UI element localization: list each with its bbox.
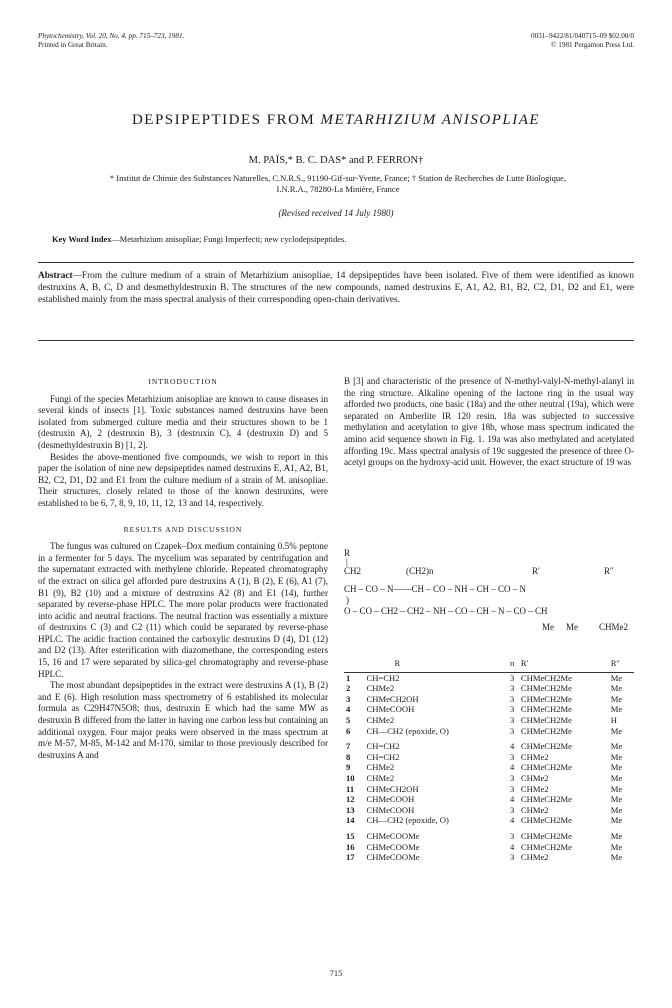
r-prime: CHMeCH2Me <box>520 841 572 852</box>
abstract <box>38 270 634 307</box>
r-double-prime: Me <box>610 704 623 715</box>
affiliation-line-1: * Institut de Chimie des Substances Naturelles, C.N.R.S., 91190-Gif-sur-Yvette, France; † Station de Recherches de Lutte Biologique, <box>109 173 567 183</box>
r-prime: CHMeCH2Me <box>520 794 572 805</box>
r-prime: CHMeCH2Me <box>520 725 572 736</box>
compound-number: 12 <box>346 794 355 805</box>
n-value: 3 <box>509 704 515 715</box>
r-group: CHMe2 <box>366 772 395 783</box>
left-column <box>38 376 328 761</box>
abstract-text: —From the culture medium of a strain of Metarhizium anisopliae, 14 depsipeptides have been isolated. Five of them were identified as known destruxins A, B, C, D and desmethyldestruxin B. The structures of the new compounds, named destruxins E, A1, A2, B1, B2, C2, D1, D2 and E1, were established mainly from the mass spectral analysis of their corresponding open-chain derivatives. <box>38 271 634 306</box>
structure-ch2: CH2 <box>344 566 362 576</box>
r-prime: CHMeCH2Me <box>520 815 572 826</box>
r-prime: CHMe2 <box>520 783 549 794</box>
r-double-prime: Me <box>610 725 623 736</box>
compound-number: 15 <box>346 830 355 841</box>
paper-title: DEPSIPEPTIDES FROM METARHIZIUM ANISOPLIAE <box>131 112 541 128</box>
table-header-r-double-prime: R″ <box>609 658 634 672</box>
intro-paragraph-1: Fungi of the species Metarhizium anisopliae are known to cause diseases in several kinds of insects [1]. Toxic substances named destruxins have been isolated from submerged culture media and their structures shown to be 1 (destruxin A), 2 (destruxin B), 3 (destruxin C), 4 (destruxin D) and 5 (desmethyldestruxin B) [1, 2]. <box>38 393 328 450</box>
r-double-prime: Me <box>610 751 623 762</box>
journal-line-2: Printed in Great Britain. <box>38 41 108 49</box>
table-row <box>344 672 634 683</box>
table-row <box>344 852 634 863</box>
compound-number: 13 <box>346 804 355 815</box>
affiliations <box>40 173 636 195</box>
structure-me-1: Me <box>542 622 554 632</box>
abstract-top-rule <box>38 262 634 263</box>
r-prime: CHMeCH2Me <box>520 704 572 715</box>
r-double-prime: Me <box>610 672 623 683</box>
results-paragraph-2: The most abundant depsipeptides in the extract were destruxins A (1), B (2) and E (6). High resolution mass spectrometry of 6 established its molecular formula as C29H47N5O8; thus, destruxin E which had the same MW as destruxin B differed from the latter in having one carbon less but containing an additional oxygen. Four major peaks were observed in the mass spectrum at m/e M-57, M-85, M-142 and M-170, similar to those previously described for destruxins A and <box>38 680 328 760</box>
table-header-row <box>344 658 634 672</box>
structure-me-2: Me <box>566 622 578 632</box>
table-row <box>344 683 634 694</box>
r-double-prime: Me <box>610 762 623 773</box>
r-group: CHMeCOOH <box>366 794 415 805</box>
bond-left: ) <box>346 595 349 605</box>
r-group: CH=CH2 <box>366 672 400 683</box>
table-row <box>344 694 634 705</box>
n-value: 3 <box>509 714 515 725</box>
r-prime: CHMeCH2Me <box>520 741 572 752</box>
compound-table <box>344 658 634 863</box>
table-row <box>344 704 634 715</box>
authors: M. PAÏS,* B. C. DAS* and P. FERRON† <box>248 155 424 166</box>
structure-chme2: CHMe2 <box>599 622 628 632</box>
compound-number: 17 <box>346 852 355 863</box>
n-value: 4 <box>509 762 515 773</box>
compound-number: 7 <box>346 741 351 752</box>
table-row <box>344 715 634 726</box>
compound-number: 6 <box>346 725 351 736</box>
structure-r-double-prime: R″ <box>604 566 614 576</box>
intro-paragraph-2: Besides the above-mentioned five compounds, we wish to report in this paper the isolation of nine new depsipeptides named destruxins E, A1, A2, B1, B2, C2, D1, D2 and E1 from the culture medium of a strain of M. anisopliae. Their structures, closely related to those of the known destruxins, were established to be 6, 7, 8, 9, 10, 11, 12, 13 and 14, respectively. <box>38 451 328 508</box>
revised-date: (Revised received 14 July 1980) <box>278 208 394 218</box>
table-row <box>344 794 634 805</box>
r-group: CH—CH2 (epoxide, O) <box>366 815 449 826</box>
results-paragraph-1: The fungus was cultured on Czapek–Dox medium containing 0.5% peptone in a fermenter for 5 days. The mycelium was separated by centrifugation and the supernatant extracted with methylene chloride. Repeated chromatography of the extract on silica gel afforded pure destruxins A (1), B (2), E (6), A1 (7), B1 (9), B2 (10) and a mixture of destruxins A2 (8) and E1 (14), further separated by reverse-phase HPLC. The more polar products were fractionated into acidic and neutral fractions. The neutral fraction was essentially a mixture of destruxins C (3) and C2 (11) which could be separated by reverse-phase HPLC. The acidic fraction contained the carboxylic destruxins D (4), D1 (12) and D2 (13). After esterification with diazomethane, the corresponding esters 15, 16 and 17 were separated by silica-gel chromatography and reverse-phase HPLC. <box>38 541 328 679</box>
r-prime: CHMe2 <box>520 804 549 815</box>
r-group: CHMeCOOMe <box>366 852 420 863</box>
bond-r: | <box>346 557 348 567</box>
table-row <box>344 805 634 816</box>
n-value: 3 <box>509 830 515 841</box>
table-row <box>344 784 634 795</box>
r-double-prime: Me <box>610 815 623 826</box>
n-value: 3 <box>509 783 515 794</box>
compound-table-wrap <box>344 658 634 863</box>
r-prime: CHMeCH2Me <box>520 714 572 725</box>
compound-number: 14 <box>346 815 355 826</box>
right-paragraph-1: B [3] and characteristic of the presence of N-methyl-valyl-N-methyl-alanyl in the ring structure. Alkaline opening of the lactone ring in the usual way afforded two products, one basic (18a) and the other neutral (19a), which were separated on Amberlite IR 120 resin. 18a was subjected to successive methylation and acetylation to give 18b, whose mass spectrum indicated the amino acid sequence shown in Fig. 1. 19a was also methylated and acetylated affording 19c. Mass spectral analysis of 19c suggested the presence of three O-acetyl groups on the hydroxy-acid unit. However, the exact structure of 19 was <box>344 376 634 468</box>
table-row <box>344 762 634 773</box>
n-value: 4 <box>509 815 515 826</box>
table-header-r: R <box>365 658 506 672</box>
right-column <box>344 376 634 469</box>
page-number: 715 <box>329 968 343 978</box>
n-value: 3 <box>509 804 515 815</box>
journal-line-1: Phytochemistry, Vol. 20, No. 4, pp. 715–723, 1981. <box>38 32 185 40</box>
n-value: 3 <box>509 772 515 783</box>
table-row <box>344 726 634 737</box>
compound-number: 3 <box>346 693 351 704</box>
journal-citation <box>38 32 184 50</box>
n-value: 3 <box>509 852 515 863</box>
r-prime: CHMe2 <box>520 852 549 863</box>
compound-number: 9 <box>346 762 351 773</box>
r-group: CHMeCH2OH <box>366 693 419 704</box>
compound-number: 4 <box>346 704 351 715</box>
table-row <box>344 736 634 752</box>
copyright-block <box>531 32 634 50</box>
r-double-prime: Me <box>610 783 623 794</box>
n-value: 3 <box>509 725 515 736</box>
r-double-prime: Me <box>610 794 623 805</box>
r-prime: CHMeCH2Me <box>520 672 572 683</box>
table-row <box>344 752 634 763</box>
r-group: CHMe2 <box>366 762 395 773</box>
table-row <box>344 815 634 826</box>
abstract-label: Abstract <box>38 271 73 281</box>
compound-number: 1 <box>346 672 351 683</box>
table-row <box>344 826 634 842</box>
r-prime: CHMe2 <box>520 772 549 783</box>
r-double-prime: Me <box>610 830 623 841</box>
n-value: 3 <box>509 683 515 694</box>
n-value: 3 <box>509 672 515 683</box>
keywords-label: Key Word Index <box>52 235 112 244</box>
n-value: 3 <box>509 751 515 762</box>
r-group: CHMeCH2OH <box>366 783 419 794</box>
r-group: CHMeCOOH <box>366 804 415 815</box>
r-double-prime: Me <box>610 772 623 783</box>
r-group: CHMeCOOMe <box>366 841 420 852</box>
keywords-text: —Metarhizium anisopliae; Fungi Imperfecti; new cyclodepsipeptides. <box>111 235 347 244</box>
structure-r-prime: R′ <box>532 566 540 576</box>
n-value: 3 <box>509 693 515 704</box>
r-group: CH=CH2 <box>366 741 400 752</box>
chemical-structure <box>344 548 634 660</box>
keywords <box>52 235 632 244</box>
code-line-2: © 1981 Pergamon Press Ltd. <box>551 41 634 49</box>
r-double-prime: Me <box>610 693 623 704</box>
intro-heading: INTRODUCTION <box>148 377 218 386</box>
affiliation-line-2: I.N.R.A., 78280-La Minière, France <box>276 184 400 194</box>
structure-chn: (CH2)n <box>406 566 434 576</box>
compound-number: 5 <box>346 714 351 725</box>
structure-row-2: O – CO – CH2 – CH2 – NH – CO – CH – N – CO – CH <box>344 606 548 616</box>
results-heading: RESULTS AND DISCUSSION <box>123 524 243 534</box>
table-row <box>344 773 634 784</box>
compound-number: 2 <box>346 683 351 694</box>
r-double-prime: Me <box>610 683 623 694</box>
r-prime: CHMeCH2Me <box>520 762 572 773</box>
compound-number: 8 <box>346 751 351 762</box>
structure-r: R <box>344 548 351 558</box>
table-row <box>344 842 634 853</box>
r-group: CHMe2 <box>366 714 395 725</box>
r-group: CHMe2 <box>366 683 395 694</box>
abstract-bottom-rule <box>38 340 634 341</box>
table-body <box>344 672 634 863</box>
table-header-n: n <box>505 658 519 672</box>
r-group: CHMeCOOMe <box>366 830 420 841</box>
r-double-prime: Me <box>610 852 623 863</box>
compound-number: 10 <box>346 772 355 783</box>
r-double-prime: Me <box>610 841 623 852</box>
compound-number: 16 <box>346 841 355 852</box>
r-double-prime: H <box>610 714 617 725</box>
table-header-blank <box>344 658 365 672</box>
r-prime: CHMeCH2Me <box>520 683 572 694</box>
structure-row-1: CH – CO – N——CH – CO – NH – CH – CO – N <box>344 584 527 594</box>
n-value: 4 <box>509 794 515 805</box>
r-double-prime: Me <box>610 741 623 752</box>
code-line-1: 0031–9422/81/040715–09 $02.00/0 <box>530 32 634 40</box>
r-prime: CHMeCH2Me <box>520 693 572 704</box>
table-header-r-prime: R′ <box>519 658 609 672</box>
r-prime: CHMeCH2Me <box>520 830 572 841</box>
n-value: 4 <box>509 841 515 852</box>
r-group: CH=CH2 <box>366 751 400 762</box>
r-group: CHMeCOOH <box>366 704 415 715</box>
n-value: 4 <box>509 741 515 752</box>
compound-number: 11 <box>346 783 355 794</box>
r-prime: CHMe2 <box>520 751 549 762</box>
r-group: CH—CH2 (epoxide, O) <box>366 725 449 736</box>
r-double-prime: Me <box>610 804 623 815</box>
